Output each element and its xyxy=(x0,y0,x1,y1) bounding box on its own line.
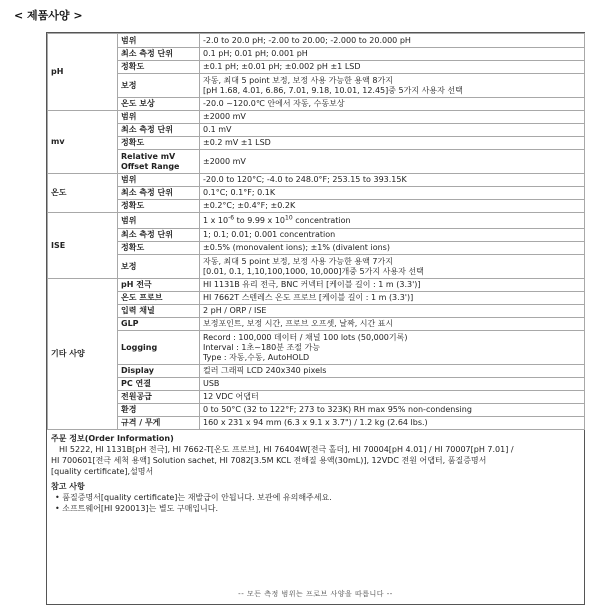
spec-value: 0.1 pH; 0.01 pH; 0.001 pH xyxy=(200,48,585,61)
spec-value: 컬러 그래픽 LCD 240x340 pixels xyxy=(200,365,585,378)
spec-value: 0.1 mV xyxy=(200,124,585,137)
spec-row xyxy=(48,365,585,378)
spec-value: 0.1°C; 0.1°F; 0.1K xyxy=(200,187,585,200)
spec-category: pH xyxy=(48,34,118,111)
spec-row xyxy=(48,187,585,200)
spec-value: 보정포인트, 보정 시간, 프로브 오프셋, 날짜, 시간 표시 xyxy=(200,318,585,331)
spec-label: 온도 보상 xyxy=(118,98,200,111)
spec-row xyxy=(48,378,585,391)
spec-value: ±0.1 pH; ±0.01 pH; ±0.002 pH ±1 LSD xyxy=(200,61,585,74)
spec-row xyxy=(48,229,585,242)
spec-label: 최소 측정 단위 xyxy=(118,229,200,242)
spec-table xyxy=(47,33,585,430)
spec-row xyxy=(48,404,585,417)
spec-row xyxy=(48,150,585,174)
spec-value: ±0.5% (monovalent ions); ±1% (divalent ions) xyxy=(200,242,585,255)
spec-frame xyxy=(46,32,585,605)
spec-label: 범위 xyxy=(118,34,200,48)
order-info-line: HI 5222, HI 1131B[pH 전극], HI 7662-T[온도 프로브], HI 76404W[전극 홀더], HI 70004[pH 4.01] / HI 70007[pH 7.01] / xyxy=(59,445,514,454)
spec-row xyxy=(48,174,585,187)
spec-label: 정확도 xyxy=(118,137,200,150)
spec-value: 12 VDC 어댑터 xyxy=(200,391,585,404)
spec-value: USB xyxy=(200,378,585,391)
spec-value: Record : 100,000 데이터 / 채널 100 lots (50,000기록) Interval : 1초~180분 조절 가능 Type : 자동,수동, AutoHOLD xyxy=(200,331,585,365)
spec-row xyxy=(48,124,585,137)
notes-item: • 소프트웨어[HI 920013]는 별도 구매입니다. xyxy=(55,504,219,513)
spec-value: HI 1131B 유리 전극, BNC 커넥터 [케이블 길이 : 1 m (3.3')] xyxy=(200,279,585,292)
spec-row xyxy=(48,137,585,150)
spec-label: 보정 xyxy=(118,255,200,279)
spec-row xyxy=(48,331,585,365)
spec-row xyxy=(48,48,585,61)
spec-row xyxy=(48,200,585,213)
spec-row xyxy=(48,305,585,318)
page-heading: < 제품사양 > xyxy=(14,9,83,22)
spec-label: Relative mV Offset Range xyxy=(118,150,200,174)
order-info xyxy=(47,430,584,477)
spec-value: 2 pH / ORP / ISE xyxy=(200,305,585,318)
spec-value: 1; 0.1; 0.01; 0.001 concentration xyxy=(200,229,585,242)
spec-category: 기타 사양 xyxy=(48,279,118,430)
spec-label: 규격 / 무게 xyxy=(118,417,200,430)
spec-row xyxy=(48,391,585,404)
spec-label: 입력 채널 xyxy=(118,305,200,318)
spec-row xyxy=(48,213,585,229)
spec-value: -20.0 to 120°C; -4.0 to 248.0°F; 253.15 to 393.15K xyxy=(200,174,585,187)
order-info-title: 주문 정보(Order Information) xyxy=(51,434,174,443)
order-info-line: HI 700601[전극 세척 용액] Solution sachet, HI 7082[3.5M KCL 전해질 용액(30mL)], 12VDC 전원 어댑터, 품질증명서 xyxy=(51,456,487,465)
spec-row xyxy=(48,279,585,292)
spec-label: 최소 측정 단위 xyxy=(118,48,200,61)
spec-value: 자동, 최대 5 point 보정, 보정 사용 가능한 용액 8가지 [pH 1.68, 4.01, 6.86, 7.01, 9.18, 10.01, 12.45]중 5가지 사용자 선택 xyxy=(200,74,585,98)
spec-row xyxy=(48,34,585,48)
spec-value: ±0.2°C; ±0.4°F; ±0.2K xyxy=(200,200,585,213)
spec-value: -20.0 ~120.0℃ 안에서 자동, 수동보상 xyxy=(200,98,585,111)
spec-label: 온도 프로브 xyxy=(118,292,200,305)
spec-label: 전원공급 xyxy=(118,391,200,404)
spec-category: ISE xyxy=(48,213,118,279)
spec-row xyxy=(48,74,585,98)
spec-label: 범위 xyxy=(118,174,200,187)
spec-value: -2.0 to 20.0 pH; -2.00 to 20.00; -2.000 to 20.000 pH xyxy=(200,34,585,48)
order-info-line: [quality certificate],설명서 xyxy=(51,467,154,476)
spec-row xyxy=(48,292,585,305)
spec-value: 160 x 231 x 94 mm (6.3 x 9.1 x 3.7") / 1.2 kg (2.64 lbs.) xyxy=(200,417,585,430)
spec-value: ±0.2 mV ±1 LSD xyxy=(200,137,585,150)
spec-value: 0 to 50°C (32 to 122°F; 273 to 323K) RH max 95% non-condensing xyxy=(200,404,585,417)
spec-row xyxy=(48,111,585,124)
spec-label: 환경 xyxy=(118,404,200,417)
spec-label: PC 연결 xyxy=(118,378,200,391)
spec-value: 1 x $10^{-6}$ to 9.99 x $10^{10}$ concentration xyxy=(200,213,585,229)
footer-note: -- 모든 측정 범위는 프로브 사양을 따릅니다 -- xyxy=(238,590,393,598)
spec-value: ±2000 mV xyxy=(200,111,585,124)
spec-label: 범위 xyxy=(118,111,200,124)
spec-label: 최소 측정 단위 xyxy=(118,124,200,137)
spec-label: 정확도 xyxy=(118,200,200,213)
notes xyxy=(47,477,584,514)
spec-label: pH 전극 xyxy=(118,279,200,292)
notes-title: 참고 사항 xyxy=(51,482,85,491)
spec-value: 자동, 최대 5 point 보정, 보정 사용 가능한 용액 7가지 [0.01, 0.1, 1,10,100,1000, 10,000]개중 5가지 사용자 선택 xyxy=(200,255,585,279)
spec-row xyxy=(48,417,585,430)
spec-label: 범위 xyxy=(118,213,200,229)
spec-label: Logging xyxy=(118,331,200,365)
spec-category: 온도 xyxy=(48,174,118,213)
spec-value: ±2000 mV xyxy=(200,150,585,174)
spec-label: 보정 xyxy=(118,74,200,98)
spec-label: 정확도 xyxy=(118,242,200,255)
spec-row xyxy=(48,242,585,255)
spec-label: Display xyxy=(118,365,200,378)
spec-row xyxy=(48,318,585,331)
spec-label: GLP xyxy=(118,318,200,331)
spec-row xyxy=(48,61,585,74)
spec-label: 정확도 xyxy=(118,61,200,74)
spec-label: 최소 측정 단위 xyxy=(118,187,200,200)
notes-item: • 품질증명서[quality certificate]는 재발급이 안됩니다. 보관에 유의해주세요. xyxy=(55,493,332,502)
spec-row xyxy=(48,255,585,279)
spec-category: mv xyxy=(48,111,118,174)
spec-value: HI 7662T 스텐레스 온도 프로브 [케이블 길이 : 1 m (3.3')] xyxy=(200,292,585,305)
spec-row xyxy=(48,98,585,111)
